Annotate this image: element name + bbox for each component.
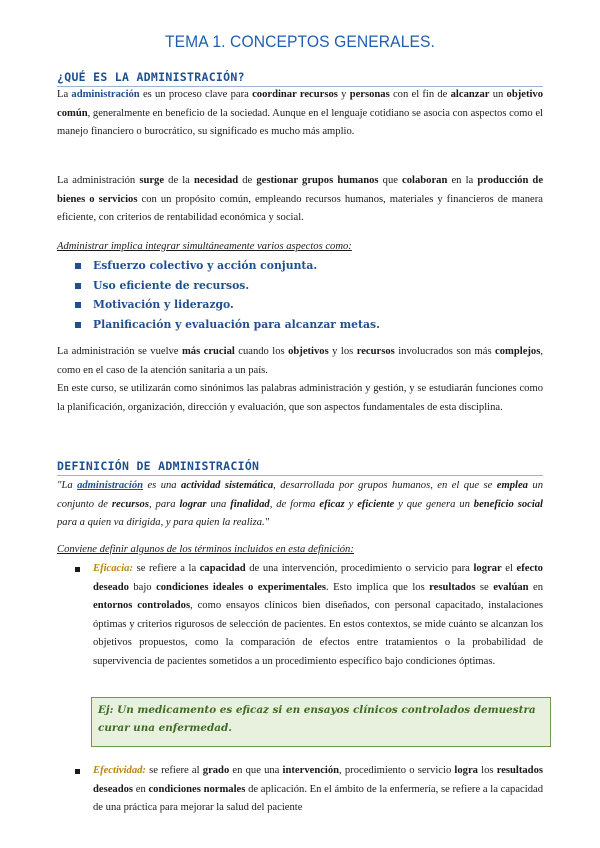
definition-quote: "La administración es una actividad sistemática, desarrollada por grupos humanos, en el que se emplea un conjunto de recursos, para lograr una finalidad, de forma eficaz y eficiente y que genera un beneficio social para a quien va dirigida, y para quien la realiza." — [57, 480, 543, 529]
paragraph-surge: La administración surge de la necesidad de gestionar grupos humanos que colaboran en la producción de bienes o servicios con un propósito común, empleando recursos humanos, materiales y financieros de manera eficiente, con criterios de rentabilidad económica y social. — [57, 175, 544, 224]
list-item: Motivación y liderazgo. — [75, 295, 380, 315]
bullet-icon — [75, 769, 80, 774]
example-box: Ej: Un medicamento es eficaz si en ensayos clínicos controlados demuestra curar una enfermedad. — [91, 697, 551, 747]
definitions-intro: Conviene definir algunos de los términos incluidos en esta definición: — [57, 544, 354, 555]
aspects-list — [75, 256, 380, 334]
definition-efectividad: Efectividad: se refiere al grado en que una intervención, procedimiento o servicio logra los resultados deseados en condiciones normales de aplicación. En el ámbito de la enfermería, se refiere a la capacidad de una práctica para mejorar la salud del paciente — [75, 762, 543, 818]
page-title: TEMA 1. CONCEPTOS GENERALES. — [165, 32, 435, 51]
list-item: Esfuerzo colectivo y acción conjunta. — [75, 256, 380, 276]
bullet-icon — [75, 567, 80, 572]
list-item: Planificación y evaluación para alcanzar metas. — [75, 315, 380, 335]
paragraph-curso: En este curso, se utilizarán como sinónimos las palabras administración y gestión, y se estudiarán funciones como la planificación, organización, dirección y evaluación, que son aspectos fundamentales de esta disciplina. — [57, 383, 543, 413]
paragraph-crucial: La administración se vuelve más crucial cuando los objetivos y los recursos involucrados son más complejos, como en el caso de la atención sanitaria a un país. — [57, 346, 543, 376]
section-heading-definicion: DEFINICIÓN DE ADMINISTRACIÓN — [57, 459, 543, 476]
list-intro: Administrar implica integrar simultáneamente varios aspectos como: — [57, 241, 352, 252]
definition-eficacia: Eficacia: se refiere a la capacidad de una intervención, procedimiento o servicio para lograr el efecto deseado bajo condiciones ideales o experimentales. Esto implica que los resultados se evalúan en entornos controlados, como ensayos clínicos bien diseñados, con personal capacitado, instalaciones óptimas y criterios rigurosos de selección de pacientes. En estos contextos, se mide cuánto se alcanzan los objetivos propuestos, como la comparación de efectos entre tratamientos o la probabilidad de supervivencia de pacientes sometidos a un procedimiento específico bajo condiciones óptimas. — [75, 560, 543, 672]
paragraph-intro: La administración es un proceso clave para coordinar recursos y personas con el fin de alcanzar un objetivo común, generalmente en beneficio de la sociedad. Aunque en el lenguaje cotidiano se asocia con aspectos como el manejo financiero o burocrático, su significado es mucho más amplio. — [57, 89, 544, 138]
list-item: Uso eficiente de recursos. — [75, 276, 380, 296]
section-heading-que-es: ¿QUÉ ES LA ADMINISTRACIÓN? — [57, 70, 543, 87]
